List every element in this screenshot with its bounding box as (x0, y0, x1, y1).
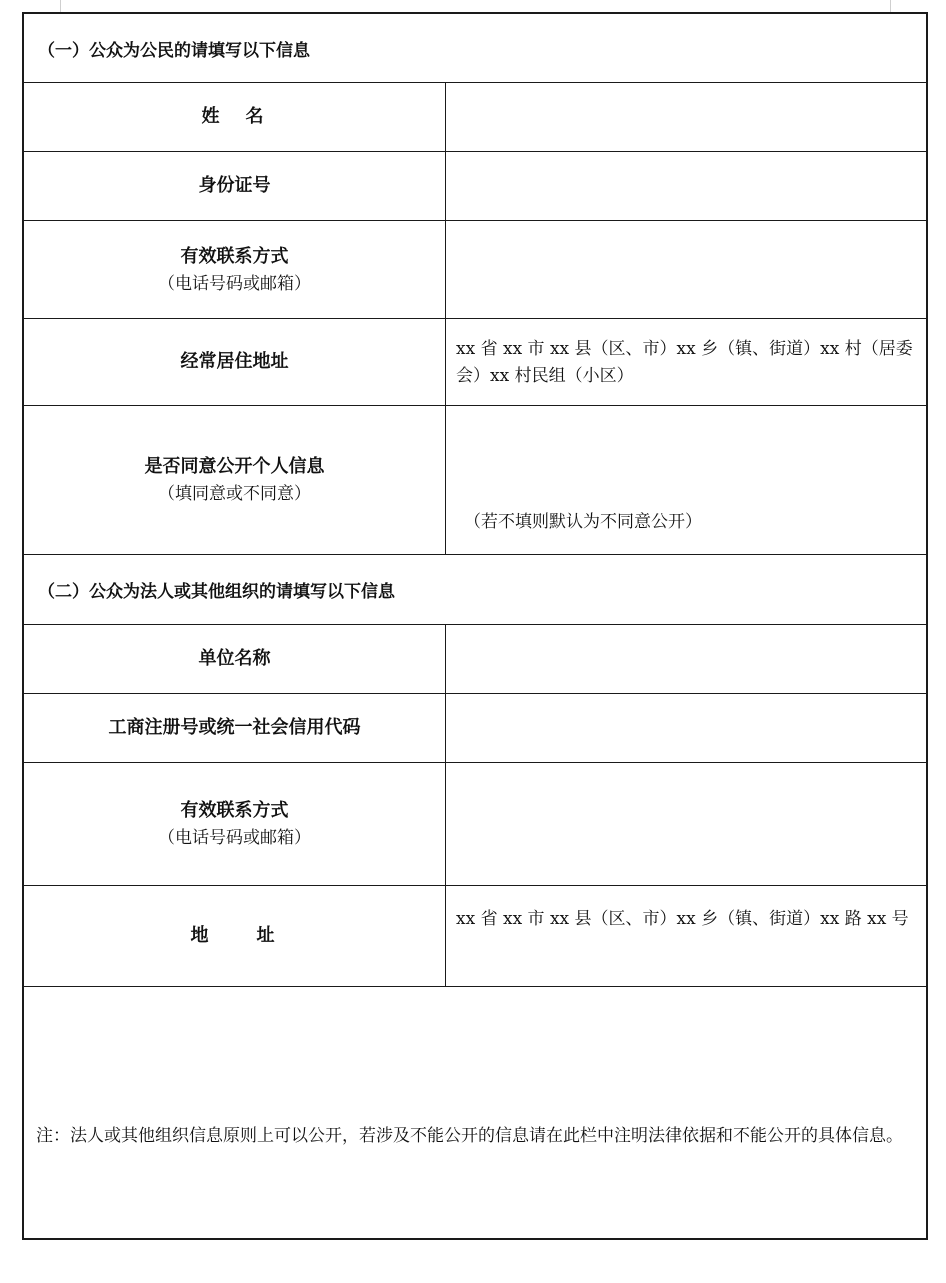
section1-header-text: （一）公众为公民的请填写以下信息 (38, 40, 310, 61)
label-residence-address (24, 319, 446, 405)
label-text: 姓 名 (201, 106, 268, 127)
page-margin-guide-left (60, 0, 61, 12)
label-disclosure-consent (24, 406, 446, 554)
row-residence-address (24, 319, 926, 406)
label-text: 身份证号 (198, 175, 271, 196)
row-note (24, 987, 926, 1238)
label-subtext: （填同意或不同意） (158, 484, 311, 504)
section2-header-text: （二）公众为法人或其他组织的请填写以下信息 (38, 582, 395, 602)
label-org-contact (24, 763, 446, 885)
field-org-address[interactable]: xx 省 xx 市 xx 县（区、市）xx 乡（镇、街道）xx 路 xx 号 (456, 909, 909, 929)
consent-default-hint: （若不填则默认为不同意公开） (464, 512, 702, 532)
label-text: 是否同意公开个人信息 (144, 456, 325, 477)
label-subtext: （电话号码或邮箱） (158, 273, 311, 294)
row-citizen-contact (24, 221, 926, 319)
label-text: 有效联系方式 (180, 800, 289, 821)
row-disclosure-consent (24, 406, 926, 555)
section2-header (24, 555, 926, 625)
row-citizen-name (24, 83, 926, 152)
label-citizen-contact (24, 221, 446, 318)
label-text: 有效联系方式 (180, 245, 289, 267)
field-citizen-contact[interactable] (446, 221, 926, 318)
label-text: 单位名称 (198, 648, 271, 669)
label-org-name (24, 625, 446, 693)
row-org-address (24, 886, 926, 987)
field-org-name[interactable] (446, 625, 926, 693)
row-org-contact (24, 763, 926, 886)
applicant-info-form (22, 12, 928, 1240)
field-disclosure-consent[interactable] (446, 406, 926, 554)
field-citizen-name[interactable] (446, 83, 926, 151)
row-id-number (24, 152, 926, 221)
row-org-name (24, 625, 926, 694)
field-id-number[interactable] (446, 152, 926, 220)
label-text: 经常居住地址 (180, 351, 289, 372)
section1-header (24, 14, 926, 83)
field-org-contact[interactable] (446, 763, 926, 885)
field-residence-address[interactable]: xx 省 xx 市 xx 县（区、市）xx 乡（镇、街道）xx 村（居委会）xx 村民组（小区） (456, 339, 913, 386)
label-citizen-name (24, 83, 446, 151)
page-margin-guide-right (890, 0, 891, 12)
label-text: 工商注册号或统一社会信用代码 (108, 717, 361, 738)
label-subtext: （电话号码或邮箱） (158, 828, 311, 848)
note-text: 注：法人或其他组织信息原则上可以公开，若涉及不能公开的信息请在此栏中注明法律依据和不能公开的具体信息。 (36, 1126, 903, 1146)
label-org-address (24, 886, 446, 986)
field-credit-code[interactable] (446, 694, 926, 762)
label-credit-code (24, 694, 446, 762)
row-credit-code (24, 694, 926, 763)
label-id-number (24, 152, 446, 220)
label-text: 地 址 (190, 925, 279, 946)
